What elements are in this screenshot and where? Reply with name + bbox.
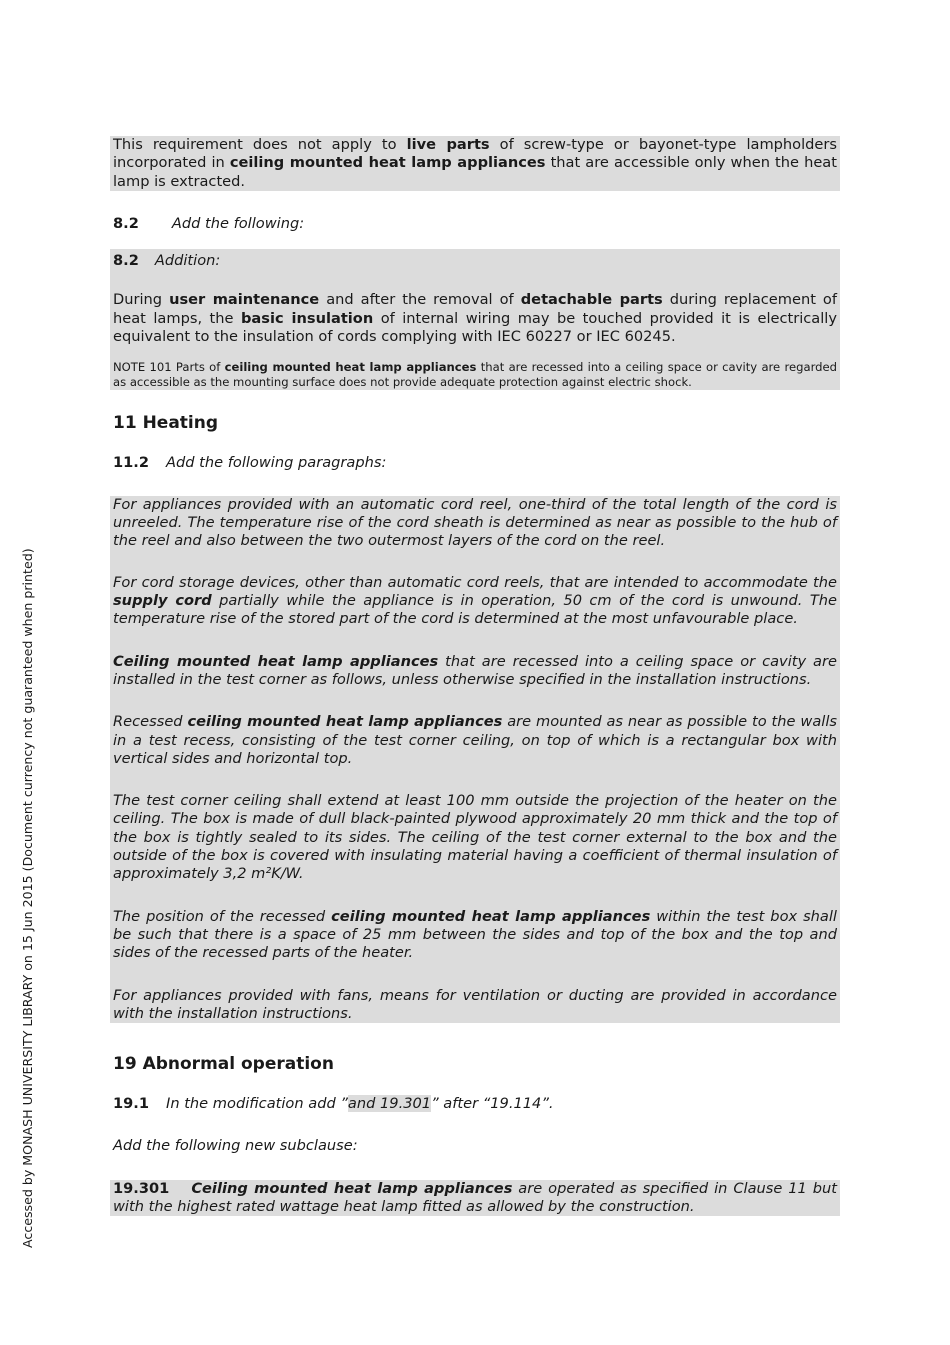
- clause-19-1: 19.1 In the modification add ”and 19.301” after “19.114”.: [113, 1095, 554, 1113]
- paragraph-user-maintenance: During user maintenance and after the removal of detachable parts during replacement of heat lamps, the basic insulation of internal wiring may be touched provided it is electrically equivalent to the insulation of cords complying with IEC 60227 or IEC 60245.: [110, 291, 840, 346]
- clause-19-301: 19.301 Ceiling mounted heat lamp appliances are operated as specified in Clause 11 but with the highest rated wattage heat lamp fitted as allowed by the construction.: [110, 1180, 840, 1217]
- paragraph-new-subclause: Add the following new subclause:: [113, 1137, 358, 1155]
- clause-8-2-addition: 8.2 Addition:: [110, 249, 840, 291]
- paragraph-test-corner-ceiling: The test corner ceiling shall extend at least 100 mm outside the projection of the heater on the ceiling. The box is made of dull black-painted plywood approximately 20 mm thick and the top of the box is tightly sealed to its sides. The ceiling of the test corner external to the box and the outside of the box is covered with insulating material having a coefficient of thermal insulation of approximately 3,2 m²K/W.: [110, 792, 840, 883]
- paragraph-test-corner: Ceiling mounted heat lamp appliances that are recessed into a ceiling space or cavity are installed in the test corner as follows, unless otherwise specified in the installation instructions.: [110, 653, 840, 690]
- heading-abnormal-operation: 19 Abnormal operation: [113, 1054, 334, 1075]
- paragraph-position: The position of the recessed ceiling mounted heat lamp appliances within the test box shall be such that there is a space of 25 mm between the sides and top of the box and the top and sides of the recessed parts of the heater.: [110, 908, 840, 963]
- paragraph-live-parts: This requirement does not apply to live parts of screw-type or bayonet-type lampholders incorporated in ceiling mounted heat lamp appliances that are accessible only when the heat lamp is extracted.: [110, 136, 840, 191]
- clause-11-2: 11.2 Add the following paragraphs:: [113, 453, 387, 471]
- side-watermark: Accessed by MONASH UNIVERSITY LIBRARY on 15 Jun 2015 (Document currency not guaranteed when printed): [20, 548, 35, 1248]
- heading-heating: 11 Heating: [113, 412, 219, 433]
- document-body: [113, 136, 837, 1216]
- note-101: NOTE 101 Parts of ceiling mounted heat lamp appliances that are recessed into a ceiling space or cavity are regarded as accessible as the mounting surface does not provide adequate protection against electric shock.: [110, 360, 840, 389]
- paragraph-fans: For appliances provided with fans, means for ventilation or ducting are provided in accordance with the installation instructions.: [110, 987, 840, 1024]
- paragraph-cord-reel: For appliances provided with an automatic cord reel, one-third of the total length of the cord is unreeled. The temperature rise of the cord sheath is determined as near as possible to the hub of the reel and also between the two outermost layers of the cord on the reel.: [110, 496, 840, 551]
- paragraph-recessed: Recessed ceiling mounted heat lamp appliances are mounted as near as possible to the walls in a test recess, consisting of the test corner ceiling, on top of which is a rectangular box with vertical sides and horizontal top.: [110, 713, 840, 768]
- clause-8-2-add: 8.2 Add the following:: [113, 214, 305, 232]
- paragraph-cord-storage: For cord storage devices, other than automatic cord reels, that are intended to accommodate the supply cord partially while the appliance is in operation, 50 cm of the cord is unwound. The temperature rise of the stored part of the cord is determined at the most unfavourable place.: [110, 574, 840, 629]
